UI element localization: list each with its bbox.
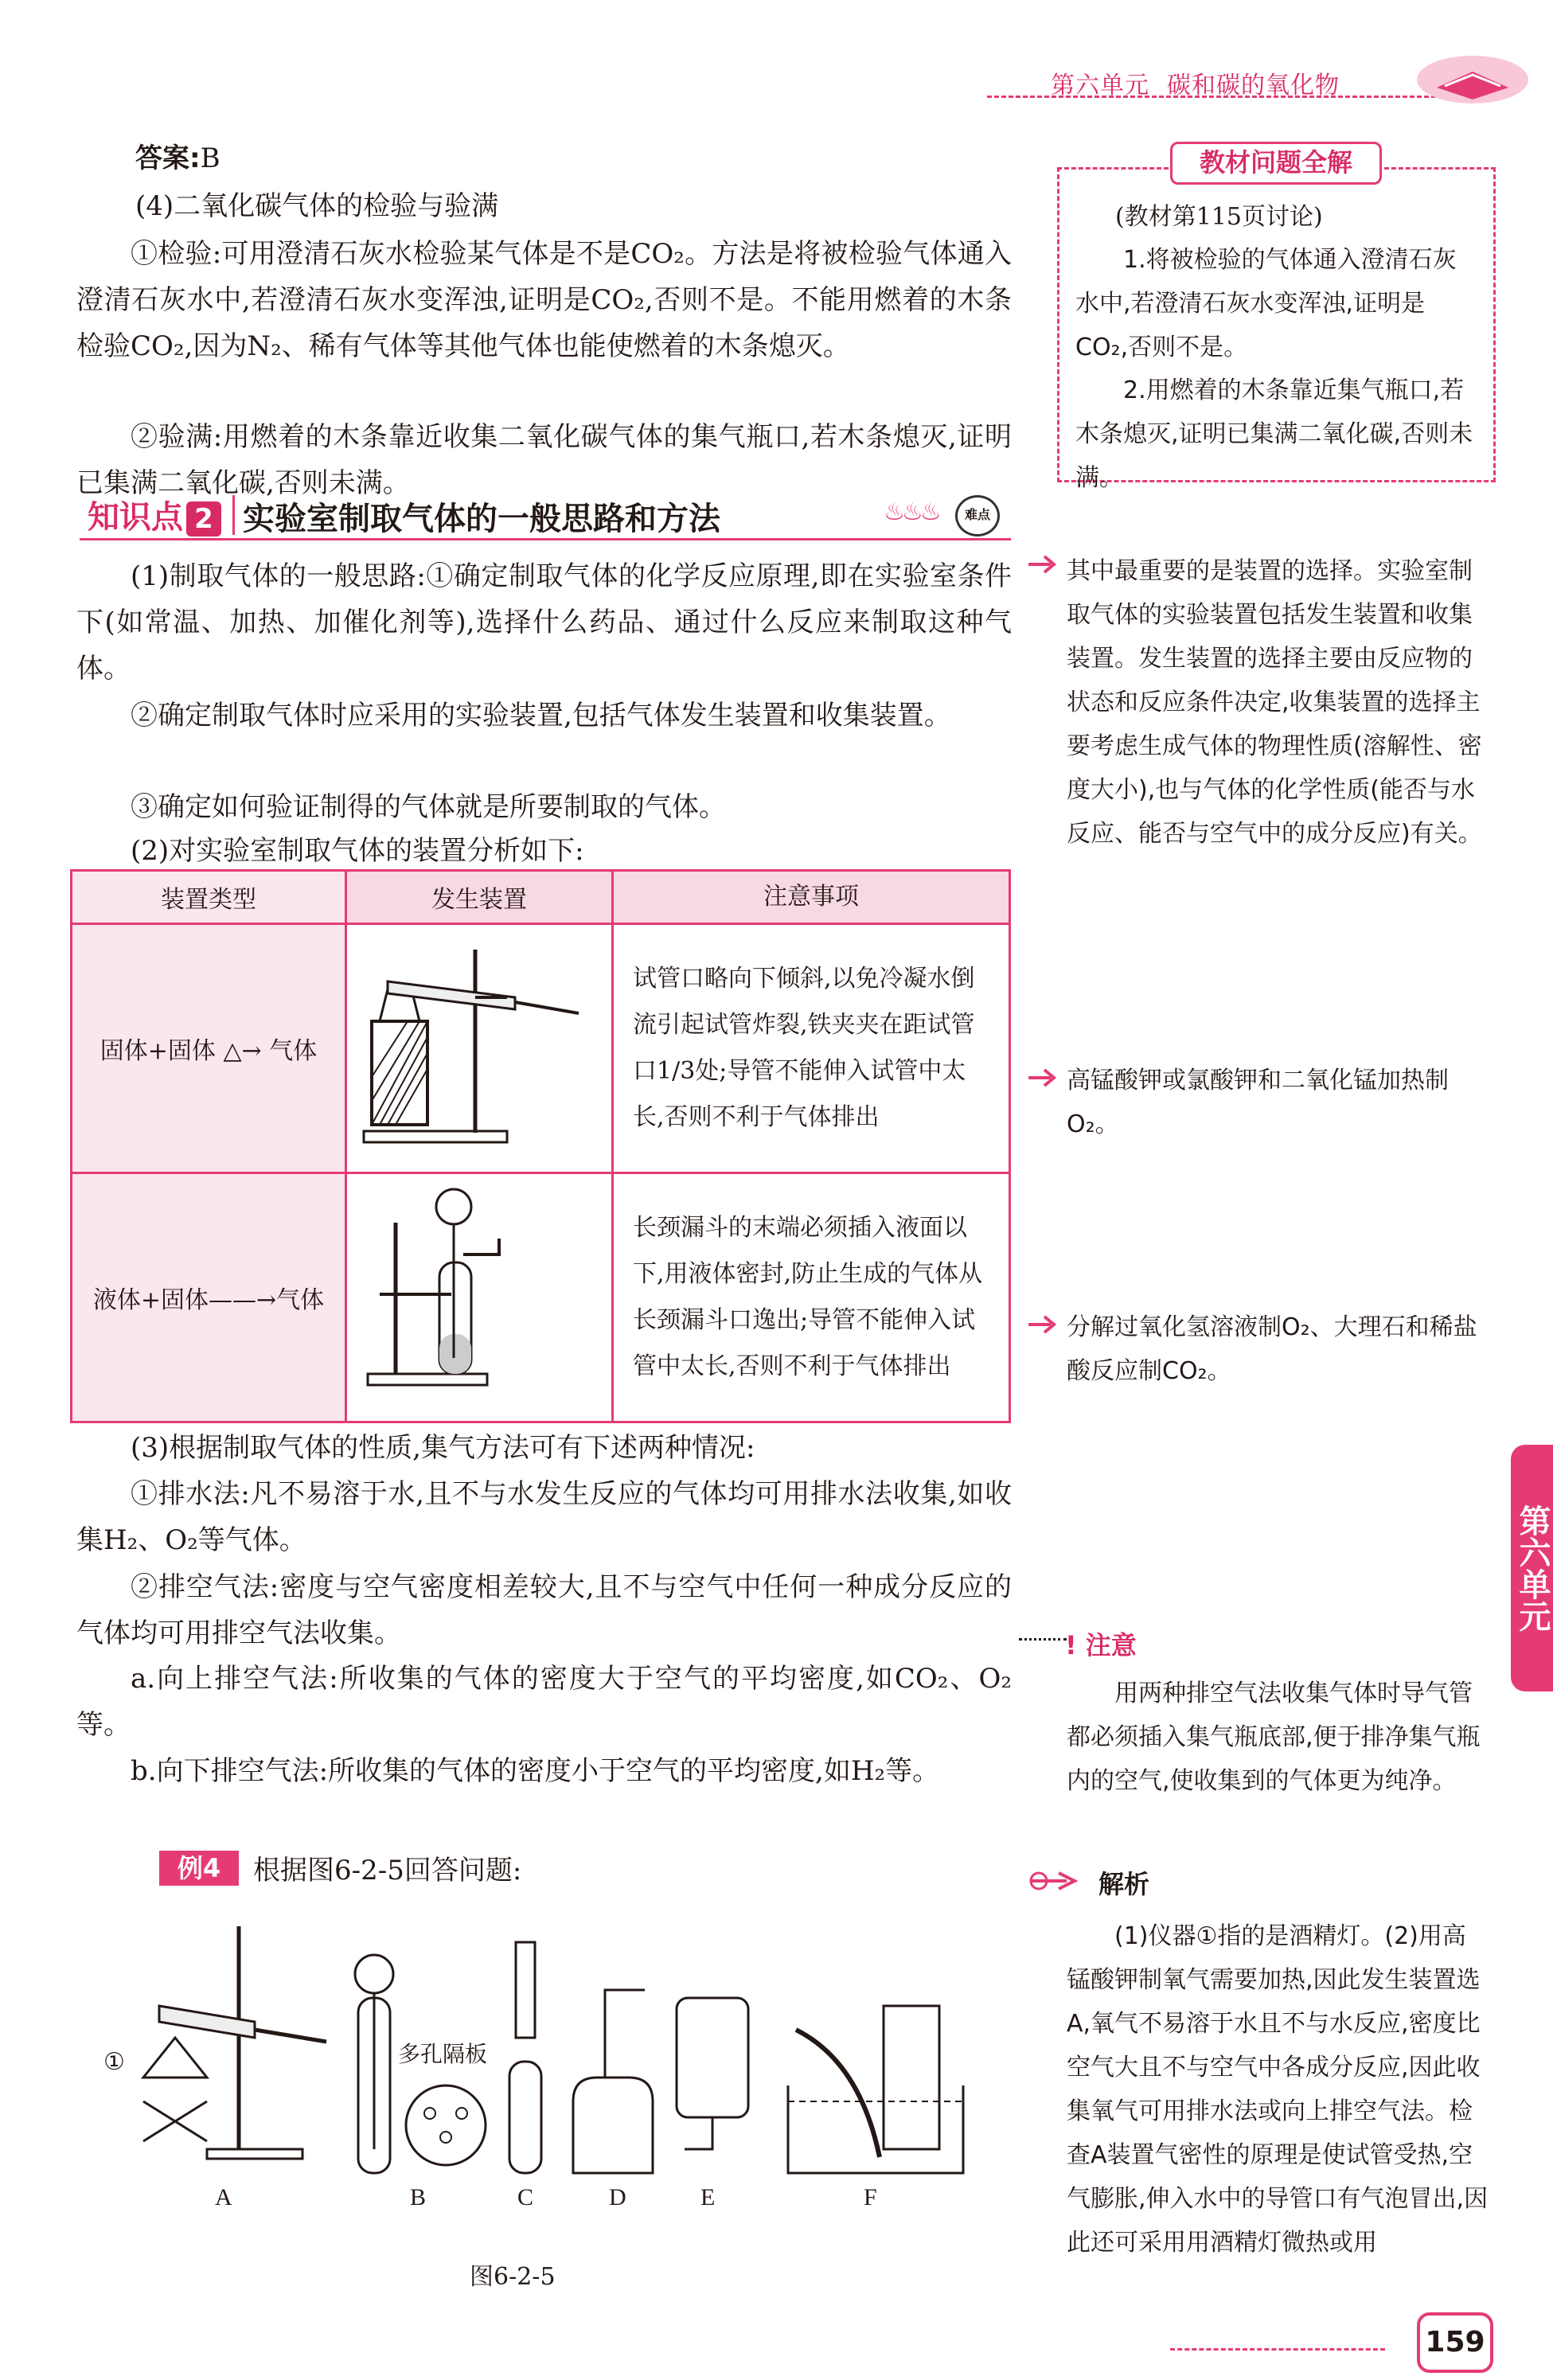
attention-text: 用两种排空气法收集气体时导气管都必须插入集气瓶底部,便于排净集气瓶内的空气,使收集到的气体更为纯净。 [1067,1680,1481,1795]
table-header: 装置类型 [72,871,346,924]
arrow-icon [1027,1067,1060,1089]
kp-bracket [232,495,243,535]
knowledge-point-header [80,492,1011,540]
instrument-marker: ① [103,2048,125,2076]
figure-label-b: B [410,2184,427,2210]
device-figure [346,1173,613,1422]
table-row [72,924,1010,1173]
attention-title: ! 注意 [1065,1630,1137,1660]
page-number: 159 [1417,2312,1493,2373]
attention-leader [1019,1638,1067,1641]
figure-label-e: E [700,2184,716,2210]
device-table [70,869,1011,1423]
answer-label: 答案: [135,142,201,174]
para-2: ②确定制取气体时应采用的实验装置,包括气体发生装置和收集装置。 [131,700,951,732]
figure-caption: 图6-2-5 [470,2263,556,2291]
box-para-2: 2.用燃着的木条靠近集气瓶口,若木条熄灭,证明已集满二氧化碳,否则未满。 [1075,377,1473,492]
apparatus-a [143,1926,326,2159]
device-note: 长颈漏斗的末端必须插入液面以下,用液体密封,防止生成的气体从长颈漏斗口逸出;导管不能伸入试管中太长,否则不利于气体排出 [613,1173,1010,1422]
answer-value: B [200,142,220,174]
solid-heating-apparatus-icon [348,926,603,1165]
kp-tag [80,492,229,535]
difficulty-flames-icon: ♨♨♨ [884,498,938,526]
chapter-tab: 第六单元 [1511,1445,1553,1691]
kp-title: 实验室制取气体的一般思路和方法 [243,501,720,537]
footer-rule [1170,2348,1385,2351]
header-unit: 第六单元 [1051,72,1149,99]
table-header-row [72,871,1010,924]
porous-plate-label: 多孔隔板 [398,2041,488,2067]
para-1: (1)制取气体的一般思路:①确定制取气体的化学反应原理,即在实验室条件下(如常温、加热、加催化剂等),选择什么药品、通过什么反应来制取这种气体。 [76,560,1012,685]
kp-number: 2 [186,501,221,536]
apparatus-e [677,1998,748,2149]
side-note-1: 其中最重要的是装置的选择。实验室制取气体的实验装置包括发生装置和收集装置。发生装置的选择主要由反应物的状态和反应条件决定,收集装置的选择主要考虑生成气体的物理性质(溶解性、密度大小),也与气体的化学性质(能否与水反应、能否与空气中的成分反应)有关。 [1067,557,1482,848]
pointing-hand-icon [1027,1865,1091,1897]
textbook-qa-box [1057,167,1496,492]
side-note-3: 分解过氧化氢溶液制O₂、大理石和稀盐酸反应制CO₂。 [1067,1313,1477,1385]
sec4-title: (4)二氧化碳气体的检验与验满 [135,190,499,222]
figure-label-d: D [609,2184,626,2210]
table-row [72,1173,1010,1422]
device-figure [346,924,613,1173]
figure-label-a: A [215,2184,232,2210]
sec4-check: ①检验:可用澄清石灰水检验某气体是不是CO₂。方法是将被检验气体通入澄清石灰水中,若澄清石灰水变浑浊,证明是CO₂,否则不是。不能用燃着的木条检验CO₂,因为N₂、稀有气体等其他气体也能使燃着的木条熄灭。 [76,238,1012,362]
liquid-solid-apparatus-icon [348,1175,603,1414]
answer-line [135,135,1071,181]
table-header: 注意事项 [613,871,1010,924]
sec4-full: ②验满:用燃着的木条靠近收集二氧化碳气体的集气瓶口,若木条熄灭,证明已集满二氧化碳,否则未满。 [76,421,1012,499]
header-rule [987,96,1465,98]
box-subtitle: (教材第115页讨论) [1115,203,1323,231]
arrow-icon [1027,553,1060,575]
table-header: 发生装置 [346,871,613,924]
para-6: ①排水法:凡不易溶于水,且不与水发生反应的气体均可用排水法收集,如收集H₂、O₂等气体。 [76,1478,1012,1556]
figure-label-c: C [517,2184,534,2210]
para-7: ②排空气法:密度与空气密度相差较大,且不与空气中任何一种成分反应的气体均可用排空气法收集。 [76,1571,1012,1649]
figure-6-2-5 [96,1910,1011,2213]
apparatus-f [788,2006,963,2173]
apparatus-d [573,1990,653,2173]
arrow-icon [1027,1313,1060,1336]
para-3: ③确定如何验证制得的气体就是所要制取的气体。 [131,791,726,823]
example-tag: 例4 [159,1851,239,1886]
kp-tag-text: 知识点 [88,499,183,536]
device-type: 固体+固体 △→ 气体 [72,924,346,1173]
para-9: b.向下排空气法:所收集的气体的密度小于空气的平均密度,如H₂等。 [131,1755,940,1787]
para-8: a.向上排空气法:所收集的气体的密度大于空气的平均密度,如CO₂、O₂等。 [76,1663,1012,1741]
analysis-title: 解析 [1098,1869,1150,1899]
device-type: 液体+固体——→气体 [72,1173,346,1422]
box-para-1: 1.将被检验的气体通入澄清石灰水中,若澄清石灰水变浑浊,证明是CO₂,否则不是。 [1075,246,1457,361]
header-book-icon [1413,48,1532,111]
para-5: (3)根据制取气体的性质,集气方法可有下述两种情况: [131,1432,755,1464]
example-text: 根据图6-2-5回答问题: [253,1855,522,1886]
device-note: 试管口略向下倾斜,以免冷凝水倒流引起试管炸裂,铁夹夹在距试管口1/3处;导管不能伸入试管中太长,否则不利于气体排出 [613,924,1010,1173]
side-note-2: 高锰酸钾或氯酸钾和二氧化锰加热制O₂。 [1067,1067,1449,1138]
box-title: 教材问题全解 [1170,142,1382,185]
header-chapter: 碳和碳的氧化物 [1167,72,1340,99]
difficulty-badge: 难点 [955,495,1000,536]
kp-rule [80,538,1011,540]
figure-label-f: F [864,2184,877,2210]
analysis-text: (1)仪器①指的是酒精灯。(2)用高锰酸钾制氧气需要加热,因此发生装置选A,氧气不易溶于水且不与水反应,密度比空气大且不与空气中各成分反应,因此收集氧气可用排水法或向上排空气法。检查A装置气密性的原理是使试管受热,空气膨胀,伸入水中的导管口有气泡冒出,因此还可采用用酒精灯微热或用 [1067,1922,1489,2257]
para-4: (2)对实验室制取气体的装置分析如下: [131,835,584,867]
apparatus-c [509,1942,541,2173]
